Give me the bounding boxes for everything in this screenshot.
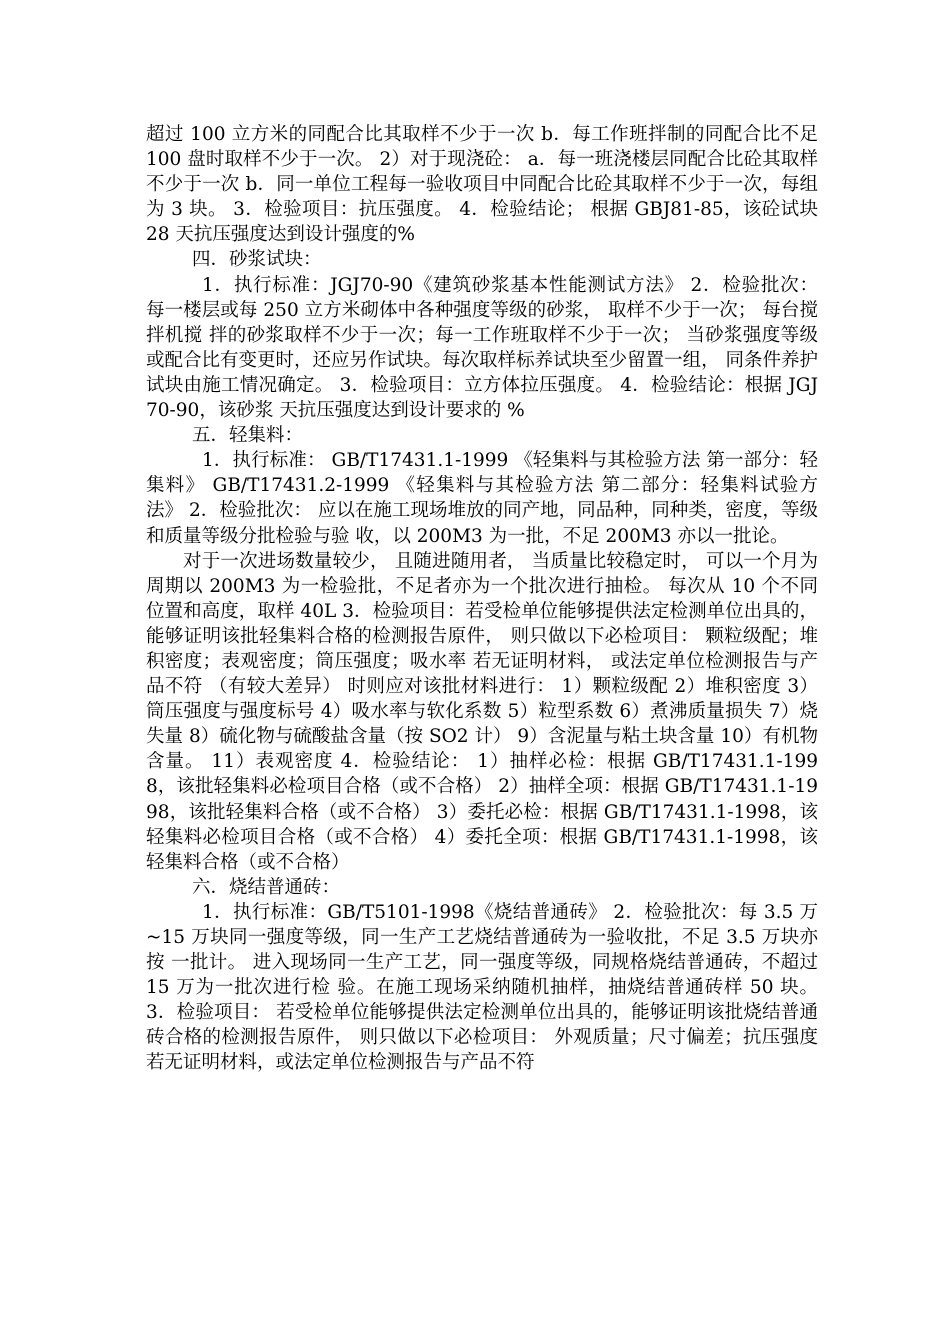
paragraph-concrete-sampling: 超过 100 立方米的同配合比其取样不少于一次 b．每工作班拌制的同配合比不足 100 盘时取样不少于一次。 2）对于现浇砼： a．每一班浇楼层同配合比砼其取样不少于一次 b．同一单位工程每一验收项目中同配合比砼其取样不少于一次，每组为 3 块。 3．检验项目：抗压强度。 4．检验结论； 根据 GBJ81-85，该砼试块 28 天抗压强度达到设计强度的%	[146, 124, 818, 246]
paragraph-fired-brick: 1．执行标准：GB/T5101-1998《烧结普通砖》 2．检验批次：每 3.5 万~15 万块同一强度等级，同一生产工艺烧结普通砖为一验收批，不足 3.5 万块亦按 一批计。 进入现场同一生产工艺，同一强度等级，同规格烧结普通砖，不超过 15 万为一批次进行检 验。在施工现场采纳随机抽样，抽烧结普通砖样 50 块。 3．检验项目： 若受检单位能够提供法定检测单位出具的，能够证明该批烧结普通砖合格的检测报告原件， 则只做以下必检项目： 外观质量；尺寸偏差；抗压强度 若无证明材料，或法定单位检测报告与产品不符	[146, 901, 818, 1074]
document-page	[146, 122, 818, 1076]
section-heading-fired-brick: 六．烧结普通砖：	[192, 876, 341, 898]
section-heading-lightweight-aggregate: 五．轻集料：	[192, 425, 304, 447]
paragraph-lightweight-aggregate-standard: 1．执行标准： GB/T17431.1-1999 《轻集料与其检验方法 第一部分：轻集料》 GB/T17431.2-1999 《轻集料与其检验方法 第二部分：轻集料试验方法》 2．检验批次： 应以在施工现场堆放的同产地，同品种，同种类，密度，等级和质量等级分批检验与验 收，以 200M3 为一批，不足 200M3 亦以一批论。	[146, 450, 818, 547]
paragraph-lightweight-aggregate-inspection: 对于一次进场数量较少， 且随进随用者， 当质量比较稳定时， 可以一个月为周期以 200M3 为一检验批，不足者亦为一个批次进行抽检。 每次从 10 个不同位置和高度，取样 40L 3．检验项目：若受检单位能够提供法定检测单位出具的，能够证明该批轻集料合格的检测报告原件， 则只做以下必检项目： 颗粒级配；堆积密度；表观密度；筒压强度；吸水率 若无证明材料， 或法定单位检测报告与产品不符 （有较大差异） 时则应对该批材料进行： 1）颗粒级配 2）堆积密度 3）筒压强度与强度标号 4）吸水率与软化系数 5）粒型系数 6）煮沸质量损失 7）烧失量 8）硫化物与硫酸盐含量（按 SO2 计） 9）含泥量与粘土块含量 10）有机物含量。 11）表观密度 4．检验结论： 1）抽样必检：根据 GB/T17431.1-1998，该批轻集料必检项目合格（或不合格） 2）抽样全项：根据 GB/T17431.1-1998，该批轻集料合格（或不合格） 3）委托必检：根据 GB/T17431.1-1998，该轻集料必检项目合格（或不合格） 4）委托全项：根据 GB/T17431.1-1998，该轻集料合格（或不合格）	[146, 550, 818, 873]
paragraph-mortar: 1．执行标准：JGJ70-90《建筑砂浆基本性能测试方法》 2．检验批次： 每一楼层或每 250 立方米砌体中各种强度等级的砂浆， 取样不少于一次； 每台搅拌机搅 拌的砂浆取样不少于一次；每一工作班取样不少于一次； 当砂浆强度等级或配合比有变更时，还应另作试块。每次取样标养试块至少留置一组， 同条件养护试块由施工情况确定。 3．检验项目：立方体拉压强度。 4．检验结论：根据 JGJ70-90，该砂浆 天抗压强度达到设计要求的 %	[146, 274, 818, 422]
section-heading-mortar: 四．砂浆试块：	[192, 249, 322, 271]
